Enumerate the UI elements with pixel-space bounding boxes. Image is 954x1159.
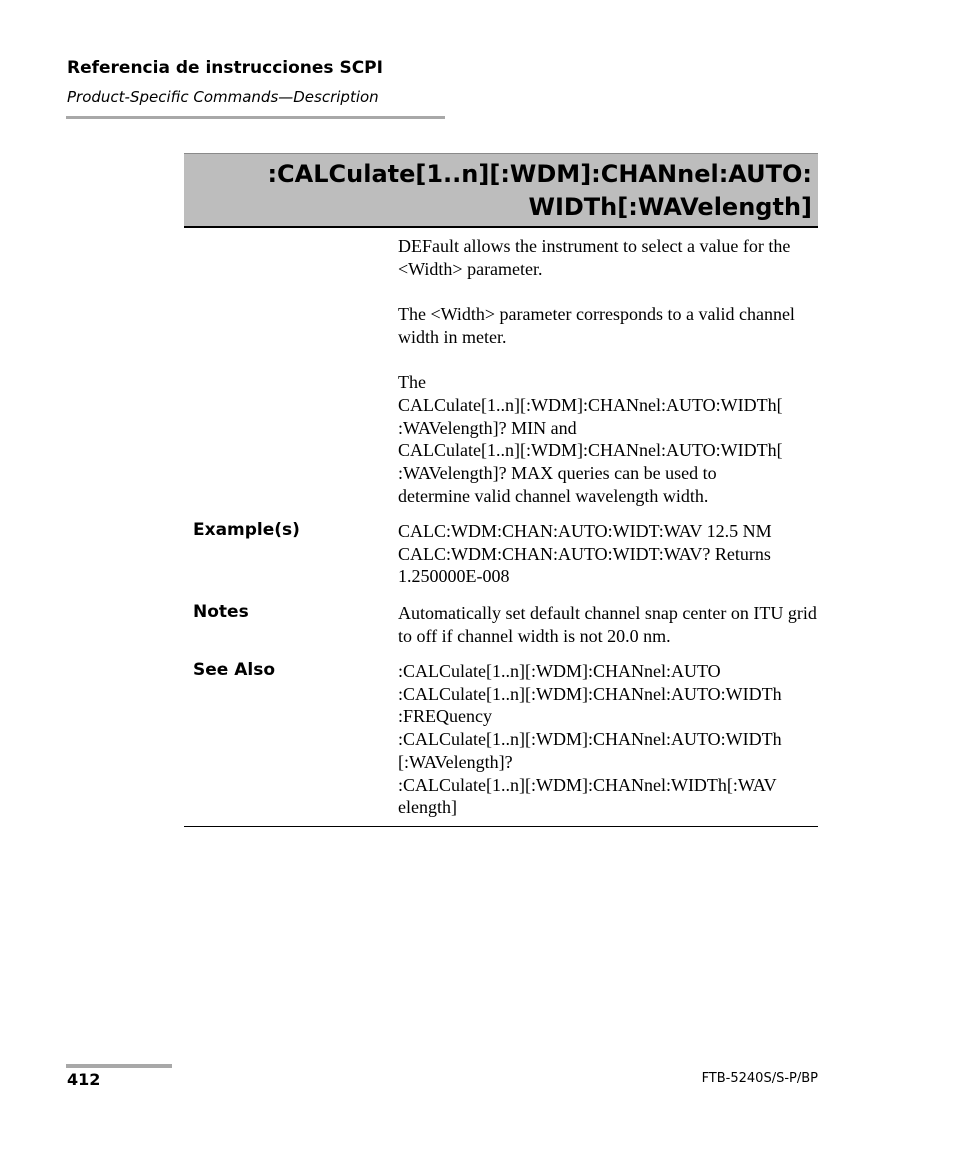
example-line: 1.250000E-008 bbox=[398, 566, 510, 587]
example-line: CALC:WDM:CHAN:AUTO:WIDT:WAV 12.5 NM bbox=[398, 521, 772, 541]
running-header-title: Referencia de instrucciones SCPI bbox=[67, 58, 383, 78]
notes-text: Automatically set default channel snap center on ITU grid to off if channel width is not 20.0 nm. bbox=[398, 603, 817, 646]
command-title-box bbox=[184, 153, 818, 228]
see-also-line: elength] bbox=[398, 797, 457, 818]
description-paragraph-3 bbox=[398, 371, 818, 507]
footer-rule bbox=[66, 1064, 172, 1068]
description-line: The bbox=[398, 372, 426, 393]
description-block bbox=[398, 235, 818, 507]
header-rule bbox=[66, 116, 445, 119]
description-line: CALCulate[1..n][:WDM]:CHANnel:AUTO:WIDTh[ bbox=[398, 394, 783, 415]
see-also-label: See Also bbox=[193, 660, 276, 680]
see-also-line: :CALCulate[1..n][:WDM]:CHANnel:AUTO:WIDTh bbox=[398, 729, 782, 750]
see-also-block bbox=[398, 660, 818, 819]
description-line: CALCulate[1..n][:WDM]:CHANnel:AUTO:WIDTh[ bbox=[398, 440, 783, 461]
page-number: 412 bbox=[67, 1070, 101, 1089]
notes-label: Notes bbox=[193, 602, 249, 622]
section-end-rule bbox=[184, 826, 818, 827]
example-line: CALC:WDM:CHAN:AUTO:WIDT:WAV? Returns bbox=[398, 543, 771, 564]
description-paragraph-1: DEFault allows the instrument to select a value for the <Width> parameter. bbox=[398, 236, 791, 279]
description-line: determine valid channel wavelength width. bbox=[398, 485, 709, 506]
running-header-subtitle: Product-Specific Commands—Description bbox=[67, 88, 379, 106]
description-line: :WAVelength]? MAX queries can be used to bbox=[398, 463, 717, 483]
command-title-line-2: WIDTh[:WAVelength] bbox=[528, 193, 812, 221]
see-also-line: :FREQuency bbox=[398, 706, 492, 727]
see-also-line: :CALCulate[1..n][:WDM]:CHANnel:AUTO:WIDTh bbox=[398, 683, 782, 704]
document-id: FTB-5240S/S-P/BP bbox=[701, 1071, 818, 1086]
examples-label: Example(s) bbox=[193, 520, 300, 540]
command-title-line-1: :CALCulate[1..n][:WDM]:CHANnel:AUTO: bbox=[267, 160, 812, 188]
description-paragraph-2: The <Width> parameter corresponds to a valid channel width in meter. bbox=[398, 304, 795, 347]
command-title bbox=[267, 158, 812, 224]
see-also-line: [:WAVelength]? bbox=[398, 751, 513, 772]
see-also-line: :CALCulate[1..n][:WDM]:CHANnel:AUTO bbox=[398, 661, 721, 681]
examples-block bbox=[398, 520, 818, 588]
description-line: :WAVelength]? MIN and bbox=[398, 417, 577, 438]
see-also-line: :CALCulate[1..n][:WDM]:CHANnel:WIDTh[:WAV bbox=[398, 774, 777, 795]
